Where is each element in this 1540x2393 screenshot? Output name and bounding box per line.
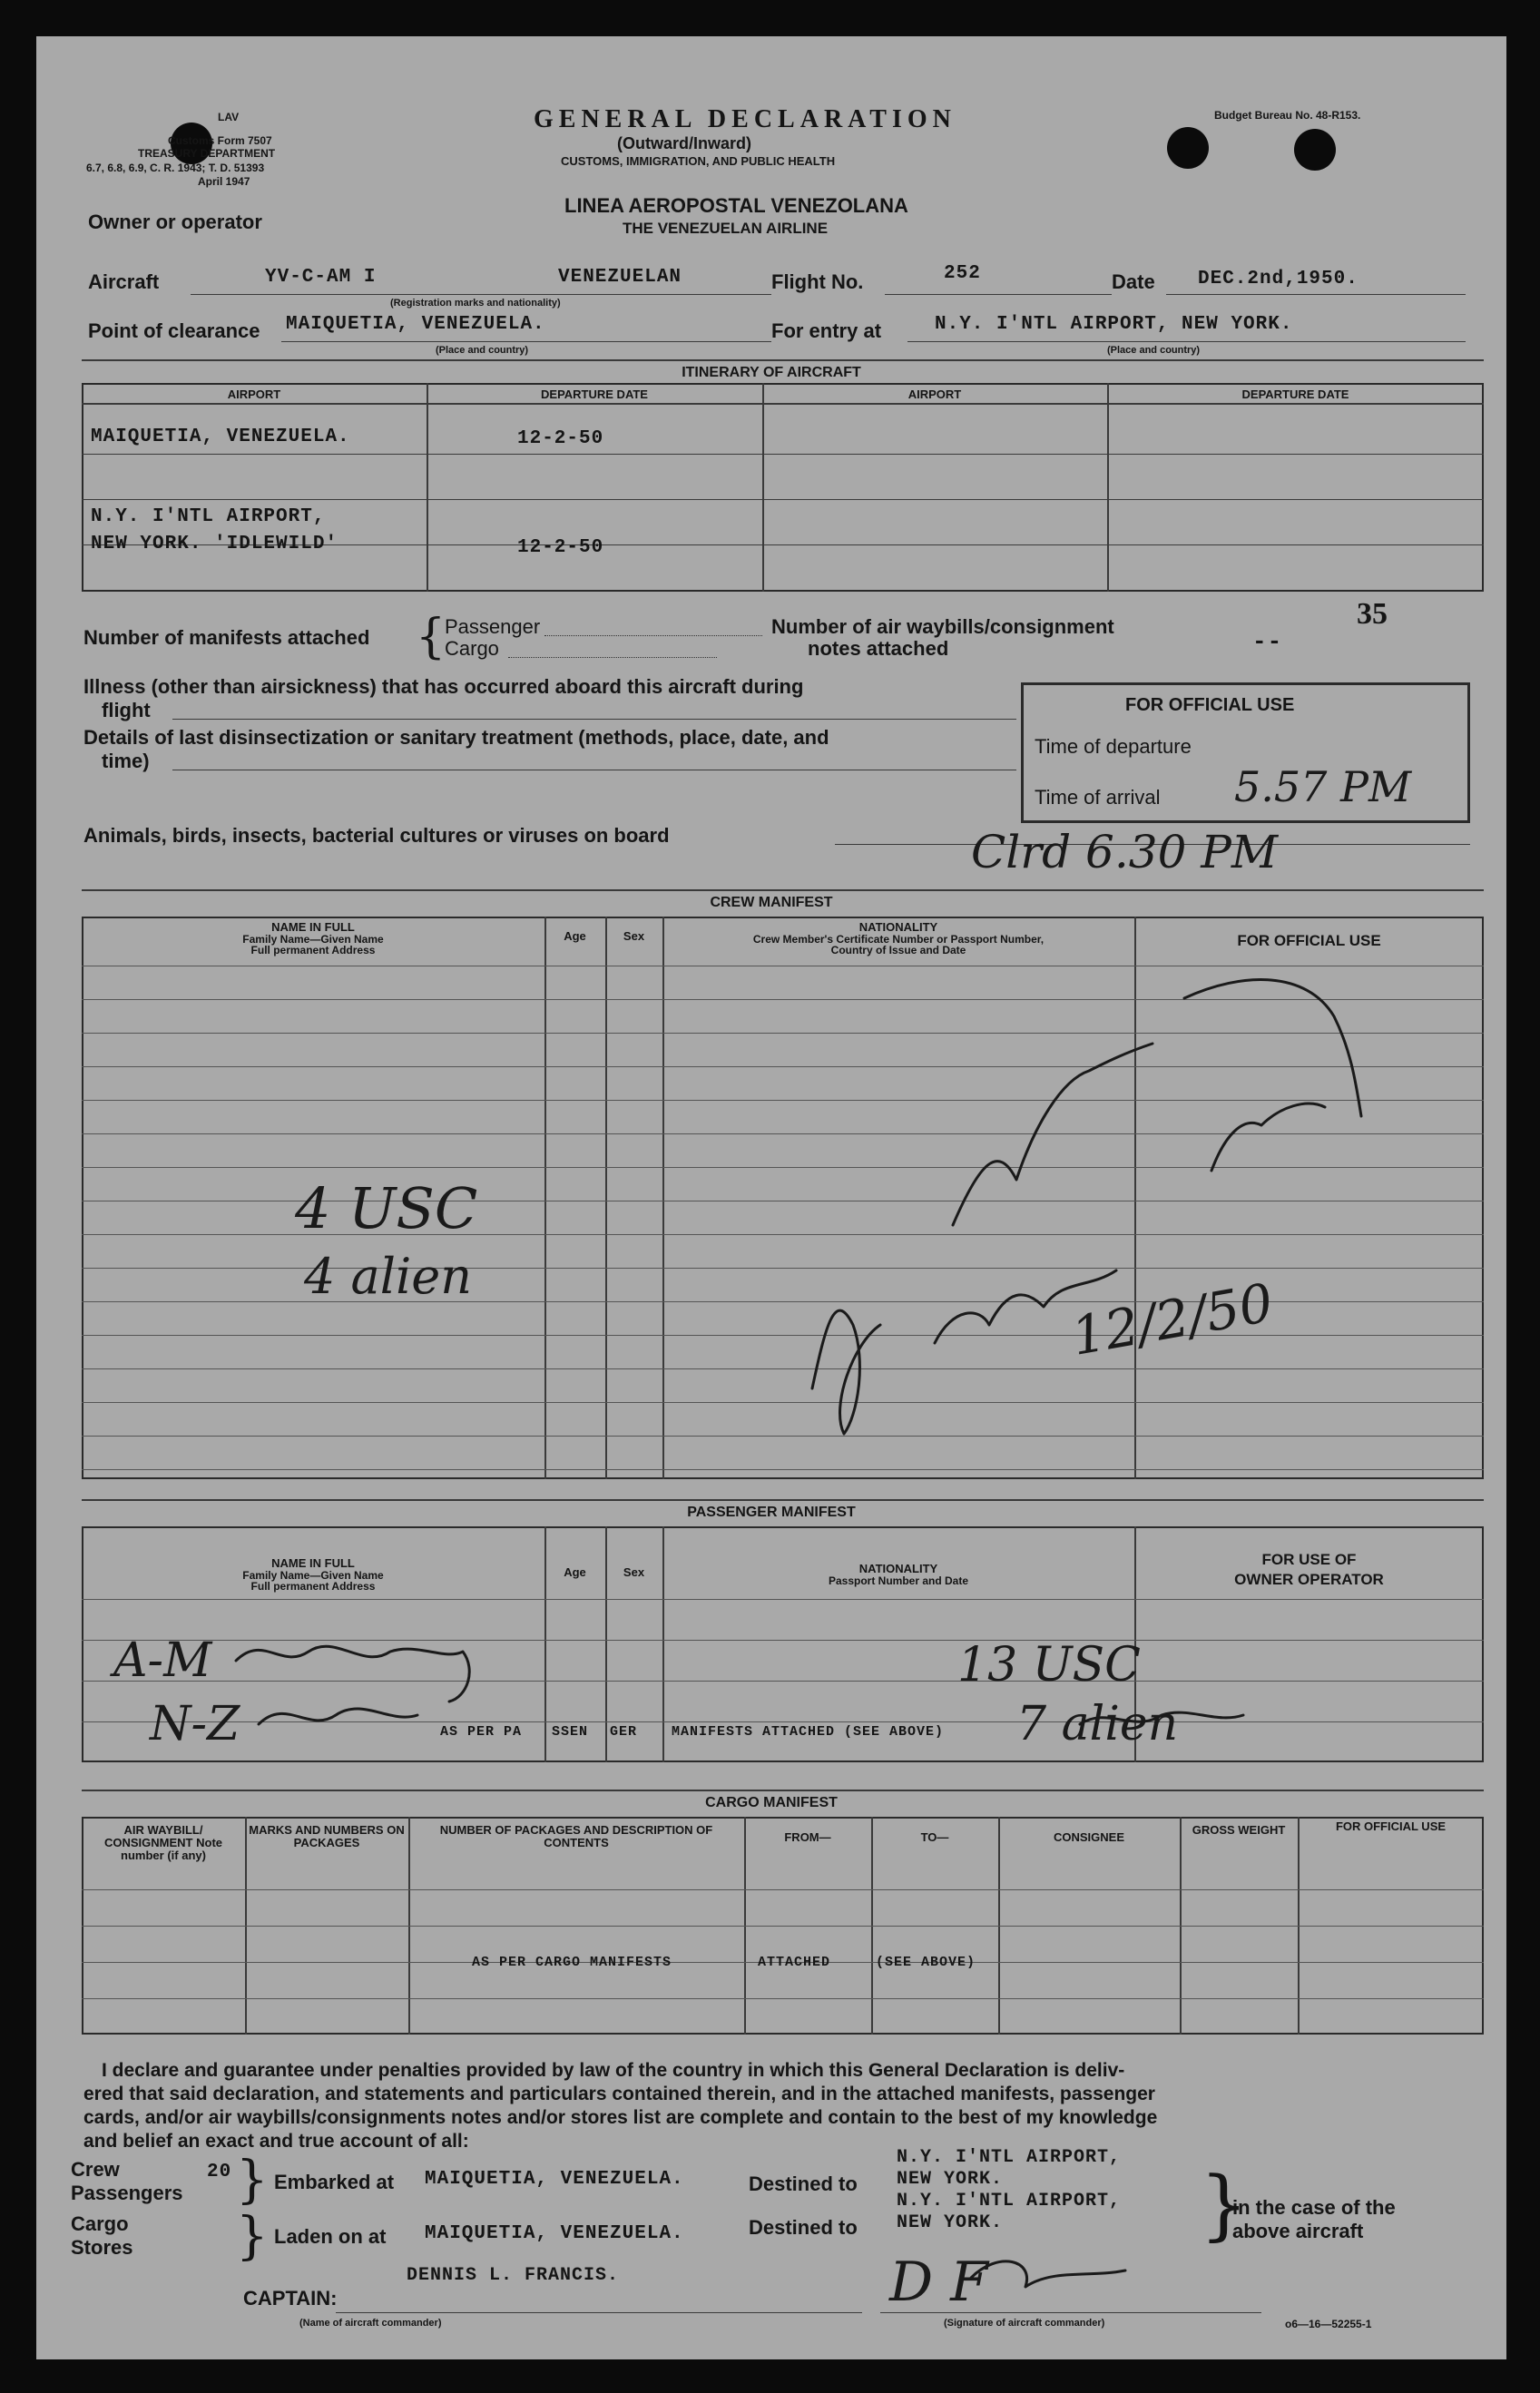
crew-signature-stroke-3 <box>935 1270 1116 1343</box>
cargo-label: Cargo <box>445 637 499 660</box>
crew-h-nat2: Crew Member's Certificate Number or Passport Number, <box>752 933 1045 946</box>
pass-row-ssen: SSEN <box>552 1724 589 1740</box>
crew-title: CREW MANIFEST <box>710 895 833 910</box>
itinerary-title: ITINERARY OF AIRCRAFT <box>682 365 861 380</box>
manifest-count: 35 <box>1357 597 1388 631</box>
itin-h-airport-2: AIRPORT <box>907 387 962 401</box>
crew-count-handwritten: 4 USC <box>295 1175 478 1241</box>
itin-h-date-1: DEPARTURE DATE <box>541 387 648 401</box>
handwriting-overlay <box>36 36 1506 2359</box>
crew-h-sex: Sex <box>623 929 645 943</box>
flight-value: 252 <box>944 263 981 284</box>
declaration-line-4: and belief an exact and true account of all: <box>83 2131 469 2152</box>
above-aircraft-label: above aircraft <box>1232 2220 1364 2242</box>
captain-label: CAPTAIN: <box>243 2287 338 2310</box>
entry-label: For entry at <box>771 319 882 342</box>
in-case-label: in the case of the <box>1232 2196 1396 2219</box>
pass-h-name: NAME IN FULL <box>271 1556 355 1570</box>
caption-name: (Name of aircraft commander) <box>299 2318 442 2329</box>
passenger-label: Passenger <box>445 615 541 638</box>
crew-signature-stroke-2 <box>953 1044 1153 1225</box>
crew-h-name2: Family Name—Given Name <box>242 933 384 946</box>
disinsect-label: Details of last disinsectization or sanitary treatment (methods, place, date, and <box>83 726 829 749</box>
brace-3: } <box>236 2207 269 2266</box>
owner-label: Owner or operator <box>88 211 262 233</box>
departure-label: Time of departure <box>1035 735 1192 758</box>
pass-row-manifest: MANIFESTS ATTACHED (SEE ABOVE) <box>672 1724 945 1740</box>
aircraft-value: YV-C-AM I <box>265 267 377 288</box>
budget-number: Budget Bureau No. 48-R153. <box>1214 109 1361 122</box>
flight-label-2: flight <box>102 699 151 721</box>
dest2-b: NEW YORK. <box>897 2212 1004 2233</box>
arrival-handwritten: 5.57 PM <box>1234 762 1412 811</box>
clearance-label: Point of clearance <box>88 319 260 342</box>
registration-caption: (Registration marks and nationality) <box>390 298 561 309</box>
itin-date-1: 12-2-50 <box>517 428 604 449</box>
itin-date-3: 12-2-50 <box>517 537 604 558</box>
cargo-h-waybill: AIR WAYBILL/ CONSIGNMENT Note number (if any) <box>104 1823 222 1862</box>
itin-h-airport-1: AIRPORT <box>227 387 281 401</box>
dest1-b: NEW YORK. <box>897 2169 1004 2190</box>
cargo-row-attached: ATTACHED <box>758 1955 831 1970</box>
cargo-h-consignee: CONSIGNEE <box>1053 1830 1124 1844</box>
official-arc-stroke <box>1184 980 1361 1116</box>
itin-airport-3: NEW YORK. 'IDLEWILD' <box>91 534 338 554</box>
brace-4: } <box>1200 2160 1249 2249</box>
passenger-title: PASSENGER MANIFEST <box>687 1505 856 1520</box>
cargo-row-see: (SEE ABOVE) <box>876 1955 976 1970</box>
pass-h-nat2: Passport Number and Date <box>828 1574 969 1587</box>
dest2-a: N.Y. I'NTL AIRPORT, <box>897 2191 1122 2212</box>
crew-signature-stroke-1 <box>812 1310 880 1434</box>
entry-value: N.Y. I'NTL AIRPORT, NEW YORK. <box>935 314 1293 335</box>
passenger-scribble-1 <box>236 1646 469 1702</box>
cfr: 6.7, 6.8, 6.9, C. R. 1943; T. D. 51393 <box>86 162 265 174</box>
pass-row-as-per: AS PER PA <box>440 1724 523 1740</box>
airline-english: THE VENEZUELAN AIRLINE <box>623 220 829 237</box>
crew-h-name: NAME IN FULL <box>271 920 355 934</box>
manifests-label: Number of manifests attached <box>83 626 370 649</box>
declaration-form <box>36 36 1506 2359</box>
pass-h-name2: Family Name—Given Name <box>242 1569 384 1582</box>
waybills-label: Number of air waybills/consignment <box>771 615 1114 638</box>
itin-airport-1: MAIQUETIA, VENEZUELA. <box>91 427 350 447</box>
nationality-value: VENEZUELAN <box>558 267 682 288</box>
form-title: GENERAL DECLARATION <box>534 105 956 133</box>
cargo-h-weight: GROSS WEIGHT <box>1192 1823 1286 1837</box>
illness-label: Illness (other than airsickness) that has occurred aboard this aircraft during <box>83 675 804 698</box>
cargo-row-as-per: AS PER CARGO MANIFESTS <box>472 1955 672 1970</box>
crew-date-handwritten: 12/2/50 <box>1066 1271 1278 1368</box>
passenger-scribble-2 <box>259 1709 417 1724</box>
treasury: TREASURY DEPARTMENT <box>138 147 276 160</box>
crew-signature-stroke-4 <box>1211 1103 1325 1171</box>
pass-h-owner2: OWNER OPERATOR <box>1234 1571 1384 1588</box>
stores-label: Stores <box>71 2236 133 2259</box>
passenger-hand-2: N-Z <box>150 1697 240 1751</box>
captain-name: DENNIS L. FRANCIS. <box>407 2265 620 2286</box>
pass-h-sex: Sex <box>623 1565 645 1579</box>
form-subtitle: (Outward/Inward) <box>617 134 751 152</box>
pass-h-nat: NATIONALITY <box>858 1562 938 1575</box>
pass-h-age: Age <box>564 1565 586 1579</box>
cargo-decl-label: Cargo <box>71 2212 129 2235</box>
animals-label: Animals, birds, insects, bacterial cultures or viruses on board <box>83 824 670 847</box>
cargo-title: CARGO MANIFEST <box>705 1795 838 1810</box>
destined-label: Destined to <box>749 2172 858 2195</box>
passengers-number: 20 <box>207 2162 232 2182</box>
pass-row-ger: GER <box>610 1724 638 1740</box>
code-lav: LAV <box>218 111 240 123</box>
passengers-label: Passengers <box>71 2182 183 2204</box>
crew-alien-handwritten: 4 alien <box>304 1248 472 1305</box>
arrival-label: Time of arrival <box>1035 786 1161 809</box>
pass-h-owner: FOR USE OF <box>1261 1551 1357 1568</box>
brace-2: } <box>236 2151 269 2210</box>
declaration-line-1: I declare and guarantee under penalties provided by law of the country in which this General Declaration is deliv- <box>102 2060 1125 2081</box>
passenger-alien-handwritten: 7 alien <box>1016 1697 1179 1751</box>
form-number: o6—16—52255-1 <box>1285 2318 1372 2330</box>
laden-value: MAIQUETIA, VENEZUELA. <box>425 2223 684 2244</box>
signature-handwritten: D F <box>889 2251 988 2314</box>
crew-h-nat: NATIONALITY <box>858 920 938 934</box>
cargo-h-to: TO— <box>920 1830 949 1844</box>
itin-airport-2: N.Y. I'NTL AIRPORT, <box>91 506 326 527</box>
waybill-dash: -- <box>1252 628 1283 655</box>
cargo-h-official: FOR OFFICIAL USE <box>1335 1819 1447 1833</box>
form-date: April 1947 <box>198 175 250 188</box>
airline-name: LINEA AEROPOSTAL VENEZOLANA <box>564 194 908 217</box>
notes-label: notes attached <box>808 637 949 660</box>
customs-form: Customs Form 7507 <box>168 134 272 147</box>
crew-label: Crew <box>71 2158 120 2181</box>
date-value: DEC.2nd,1950. <box>1198 269 1359 289</box>
embarked-label: Embarked at <box>274 2171 395 2193</box>
agencies: CUSTOMS, IMMIGRATION, AND PUBLIC HEALTH <box>561 154 836 168</box>
crew-h-official: FOR OFFICIAL USE <box>1237 932 1381 949</box>
entry-caption: (Place and country) <box>1107 345 1201 356</box>
flight-label: Flight No. <box>771 270 864 293</box>
aircraft-label: Aircraft <box>88 270 160 293</box>
caption-signature: (Signature of aircraft commander) <box>944 2318 1105 2329</box>
laden-label: Laden on at <box>274 2225 387 2248</box>
clearance-value: MAIQUETIA, VENEZUELA. <box>286 314 545 335</box>
official-use-title: FOR OFFICIAL USE <box>1125 695 1295 715</box>
declaration-line-2: ered that said declaration, and statements and particulars contained therein, and in the attached manifests, passenger <box>83 2084 1155 2104</box>
crew-h-name3: Full permanent Address <box>250 944 376 956</box>
passenger-usc-handwritten: 13 USC <box>957 1638 1141 1692</box>
pass-h-name3: Full permanent Address <box>250 1580 376 1593</box>
destined2-label: Destined to <box>749 2216 858 2239</box>
cargo-h-from: FROM— <box>784 1830 831 1844</box>
itin-h-date-2: DEPARTURE DATE <box>1241 387 1349 401</box>
clearance-caption: (Place and country) <box>436 345 529 356</box>
passenger-alien-scribble <box>1080 1712 1243 1724</box>
crew-h-age: Age <box>564 929 586 943</box>
crew-h-nat3: Country of Issue and Date <box>830 944 966 956</box>
embarked-value: MAIQUETIA, VENEZUELA. <box>425 2169 684 2190</box>
time-label: time) <box>102 750 150 772</box>
cargo-h-packages: NUMBER OF PACKAGES AND DESCRIPTION OF CONTENTS <box>439 1823 713 1849</box>
cleared-handwritten: Clrd 6.30 PM <box>971 826 1279 878</box>
declaration-line-3: cards, and/or air waybills/consignments notes and/or stores list are complete and contain to the best of my knowledge <box>83 2107 1158 2128</box>
cargo-h-marks: MARKS AND NUMBERS ON PACKAGES <box>249 1823 405 1849</box>
dest1-a: N.Y. I'NTL AIRPORT, <box>897 2147 1122 2168</box>
brace-1: { <box>416 610 446 664</box>
passenger-hand-1: A-M <box>113 1633 212 1688</box>
signature-scribble <box>971 2261 1125 2287</box>
date-label: Date <box>1112 270 1155 293</box>
